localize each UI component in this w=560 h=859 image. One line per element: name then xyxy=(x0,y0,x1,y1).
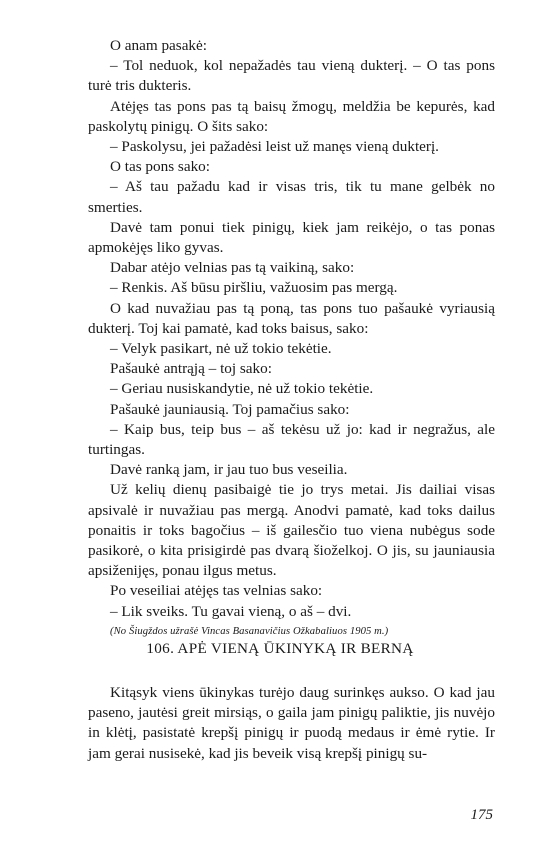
story-heading: 106. APĖ VIENĄ ŪKINYKĄ IR BERNĄ xyxy=(146,640,414,657)
paragraph: Kitąsyk viens ūkinykas turėjo daug surinkęs aukso. O kad jau paseno, jautėsi greit mirsiąs, o gaila jam pinigų paliktie, jis nuvėjo in klėtį, pasistatė krepšį pinigų ir puodą medaus ir ėmė rytie. Ir jam gerai nusisekė, kad jis beveik visą krepšį pinigų su- xyxy=(88,684,495,762)
paragraph: Po veseiliai atėjęs tas velnias sako: xyxy=(110,582,323,600)
paragraph: O tas pons sako: xyxy=(110,158,210,176)
paragraph: Davė tam ponui tiek pinigų, kiek jam reikėjo, o tas ponas apmokėjęs liko gyvas. xyxy=(88,218,495,257)
paragraph: – Aš tau pažadu kad ir visas tris, tik tu mane gelbėk no smerties. xyxy=(88,178,495,216)
paragraph: Pašaukė jauniausią. Toj pamačius sako: xyxy=(110,400,350,418)
paragraph: – Geriau nusiskandytie, nė už tokio tekėtie. xyxy=(110,380,374,398)
paragraph: – Paskolysu, jei pažadėsi leist už manęs vieną dukterį. xyxy=(110,138,439,156)
paragraph: – Kaip bus, teip bus – aš tekėsu už jo: kad ir negražus, ale turtingas. xyxy=(88,420,495,459)
paragraph: Už kelių dienų pasibaigė tie jo trys metai. Jis dailiai visas apsivalė ir nuvažiau pas mergą. Anodvi pamatė, kad toks dailus ponaitis ir toks bagočius – iš gailesčio tuo viena nubėgus sode pasikorė, o kita prisigirdė pas dvarą šioželkoj. O jis, su jauniausia apsiženijęs, ponau ilgus metus. xyxy=(88,481,495,580)
next-story-text xyxy=(88,683,495,764)
paragraph: O kad nuvažiau pas tą poną, tas pons tuo pašaukė vyriausią dukterį. Toj kai pamatė, kad toks baisus, sako: xyxy=(88,299,495,337)
paragraph: Davė ranką jam, ir jau tuo bus veseilia. xyxy=(110,461,348,479)
paragraph: O anam pasakė: xyxy=(110,37,207,54)
paragraph: – Lik sveiks. Tu gavai vieną, o aš – dvi. xyxy=(110,602,352,620)
paragraph: – Tol neduok, kol nepažadės tau vieną dukterį. – O tas pons turė tris dukteris. xyxy=(88,57,495,95)
paragraph: – Renkis. Aš būsu piršliu, važuosim pas mergą. xyxy=(110,279,398,297)
source-note: (No Šiugždos užrašė Vincas Basanavičius Ožkabaliuos 1905 m.) xyxy=(110,625,389,637)
paragraph: Pašaukė antrąją – toj sako: xyxy=(110,360,272,378)
paragraph: Atėjęs tas pons pas tą baisų žmogų, meldžia be kepurės, kad paskolytų pinigų. O šits sako: xyxy=(88,97,495,135)
paragraph: – Velyk pasikart, nė už tokio tekėtie. xyxy=(110,340,332,358)
paragraph: Dabar atėjo velnias pas tą vaikiną, sako: xyxy=(110,259,355,277)
story-text xyxy=(88,36,495,640)
page-number: 175 xyxy=(470,807,493,823)
